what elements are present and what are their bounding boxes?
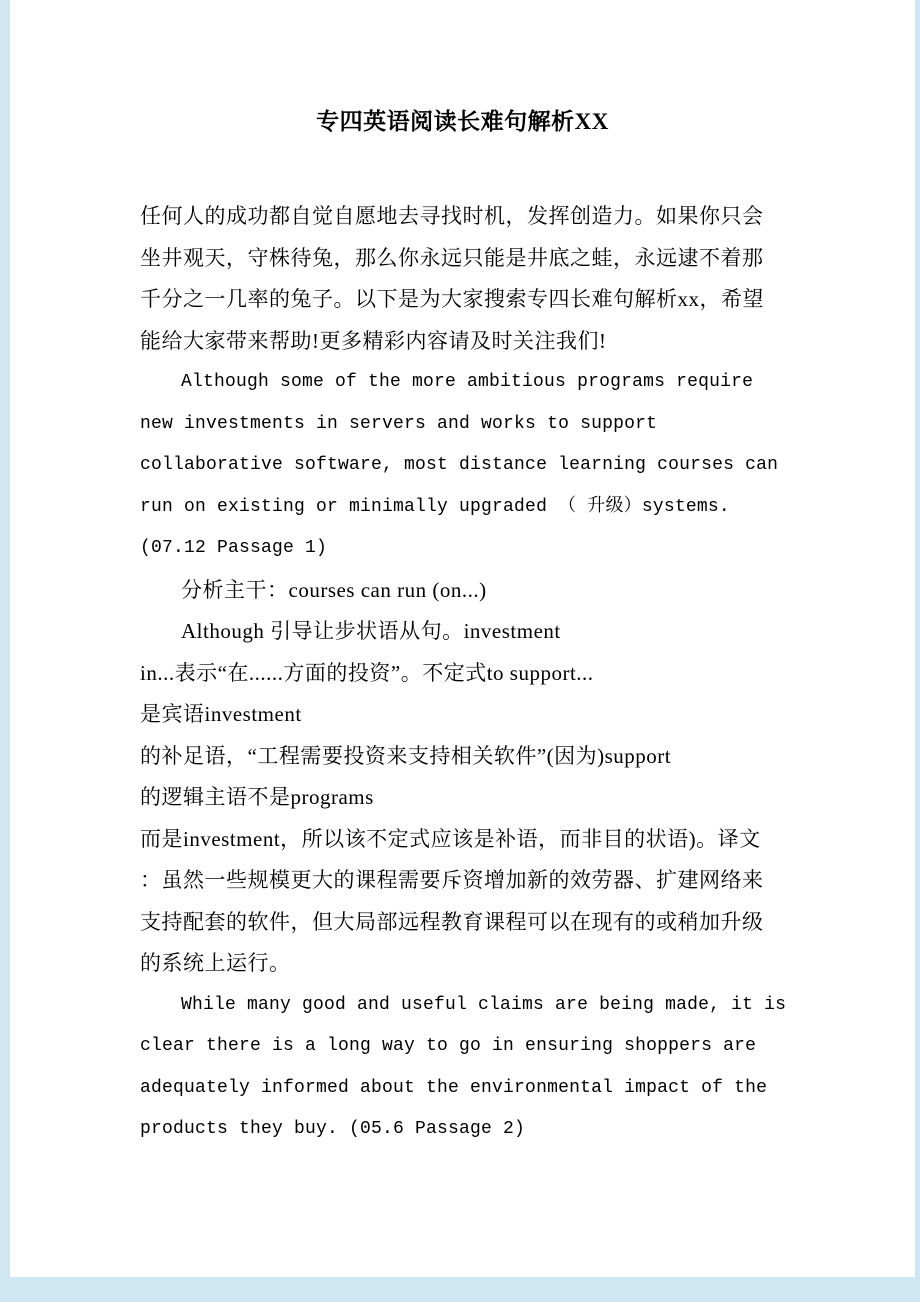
text-line: 是宾语investment	[140, 702, 302, 726]
document-page	[10, 0, 915, 1277]
text-line: (07.12 Passage 1)	[140, 538, 328, 558]
text-line: 分析主干：courses can run (on...)	[181, 577, 487, 602]
text-line: 任何人的成功都自觉自愿地去寻找时机，发挥创造力。如果你只会	[140, 204, 764, 228]
text-line: 千分之一几率的兔子。以下是为大家搜索专四长难句解析xx，希望	[140, 287, 764, 311]
text-line: 的逻辑主语不是programs	[140, 785, 374, 809]
text-line: 而是investment，所以该不定式应该是补语，而非目的状语)。译文	[140, 826, 761, 851]
text-line: Although some of the more ambitious programs require	[181, 372, 754, 392]
text-line: 的补足语，“工程需要投资来支持相关软件”(因为)support	[140, 743, 672, 768]
text-line: run on existing or minimally upgraded （ 升级）systems.	[140, 496, 730, 517]
text-line: 坐井观天，守株待兔，那么你永远只能是井底之蛙，永远逮不着那	[140, 245, 764, 270]
text-line: 的系统上运行。	[140, 951, 291, 975]
text-line: Although 引导让步状语从句。investment	[181, 619, 561, 643]
text-line: collaborative software, most distance learning courses can	[140, 455, 779, 475]
document-body	[140, 196, 787, 1151]
text-line: 能给大家带来帮助!更多精彩内容请及时关注我们!	[140, 328, 607, 353]
text-line: products they buy. (05.6 Passage 2)	[140, 1119, 526, 1139]
text-line: ：虽然一些规模更大的课程需要斥资增加新的效劳器、扩建网络来	[140, 868, 764, 892]
text-line: While many good and useful claims are being made, it is	[181, 994, 787, 1015]
text-line: new investments in servers and works to support	[140, 413, 658, 434]
text-line: adequately informed about the environmental impact of the	[140, 1077, 768, 1098]
text-line: 支持配套的软件，但大局部远程教育课程可以在现有的或稍加升级	[140, 909, 764, 934]
text-line: clear there is a long way to go in ensuring shoppers are	[140, 1036, 757, 1056]
text-line: in...表示“在......方面的投资”。不定式to support...	[140, 660, 594, 685]
document-title: 专四英语阅读长难句解析XX	[316, 109, 609, 134]
